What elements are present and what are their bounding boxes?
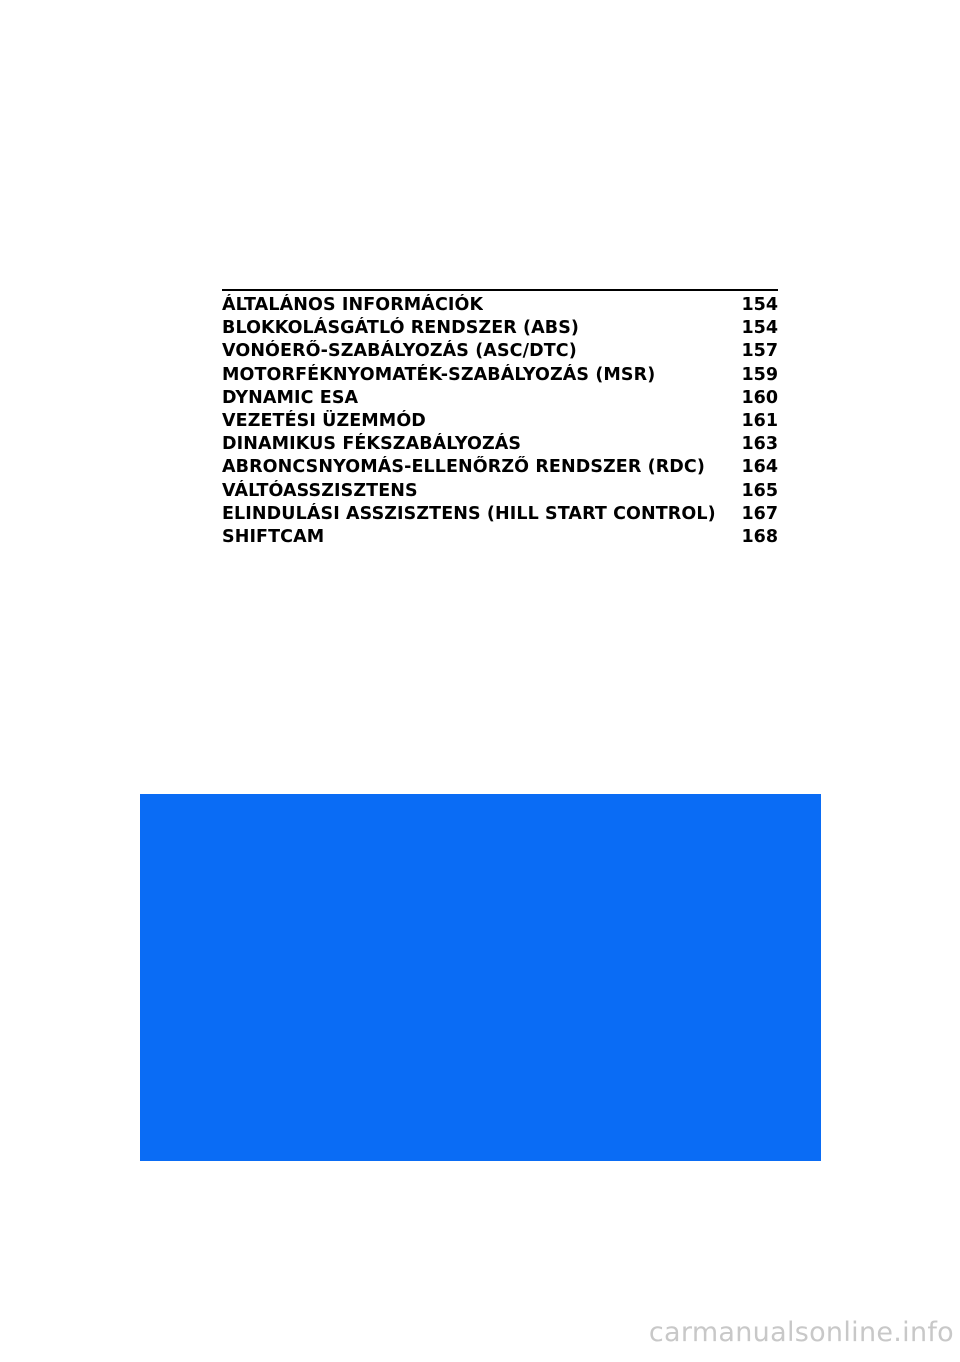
toc-entry-page: 160 bbox=[741, 387, 778, 408]
toc-entry-page: 167 bbox=[741, 503, 778, 524]
toc-entry[interactable] bbox=[222, 456, 778, 479]
toc-entry-page: 154 bbox=[741, 318, 778, 339]
toc-entry-title: DYNAMIC ESA bbox=[222, 387, 359, 408]
toc-entry-title: DINAMIKUS FÉKSZABÁLYOZÁS bbox=[222, 434, 522, 455]
watermark-text: carmanualsonline.info bbox=[648, 1317, 954, 1348]
toc-entry-page: 165 bbox=[741, 480, 778, 501]
toc-entry-page: 154 bbox=[741, 295, 778, 315]
toc-entry[interactable] bbox=[222, 433, 778, 456]
toc-entry-page: 168 bbox=[741, 526, 778, 547]
toc-entry-page: 157 bbox=[741, 341, 778, 362]
table-of-contents bbox=[222, 289, 778, 549]
toc-entry-page: 159 bbox=[741, 364, 778, 385]
toc-entry-page: 161 bbox=[741, 410, 778, 431]
toc-entry[interactable] bbox=[222, 410, 778, 433]
toc-entry-title: ELINDULÁSI ASSZISZTENS (HILL START CONTROL) bbox=[222, 503, 716, 524]
toc-entry-title: ÁLTALÁNOS INFORMÁCIÓK bbox=[222, 295, 484, 315]
toc-entry-title: BLOKKOLÁSGÁTLÓ RENDSZER (ABS) bbox=[222, 318, 580, 339]
toc-entry-page: 163 bbox=[741, 434, 778, 455]
toc-entry[interactable] bbox=[222, 503, 778, 526]
toc-entry-title: MOTORFÉKNYOMATÉK-SZABÁLYOZÁS (MSR) bbox=[222, 364, 656, 385]
toc-entry[interactable] bbox=[222, 294, 778, 317]
toc-entry[interactable] bbox=[222, 317, 778, 340]
toc-entry[interactable] bbox=[222, 480, 778, 503]
toc-entry-title: VONÓERŐ-SZABÁLYOZÁS (ASC/DTC) bbox=[222, 341, 577, 362]
blue-color-panel bbox=[140, 794, 821, 1161]
toc-entry-title: ABRONCSNYOMÁS-ELLENŐRZŐ RENDSZER (RDC) bbox=[222, 457, 705, 478]
toc-entry-page: 164 bbox=[741, 457, 778, 478]
toc-entry-title: VÁLTÓASSZISZTENS bbox=[222, 480, 418, 501]
toc-entry-title: VEZETÉSI ÜZEMMÓD bbox=[222, 410, 426, 431]
toc-entry[interactable] bbox=[222, 526, 778, 549]
toc-entry[interactable] bbox=[222, 364, 778, 387]
toc-entry-title: SHIFTCAM bbox=[222, 526, 325, 547]
toc-entry[interactable] bbox=[222, 340, 778, 363]
toc-entry[interactable] bbox=[222, 387, 778, 410]
